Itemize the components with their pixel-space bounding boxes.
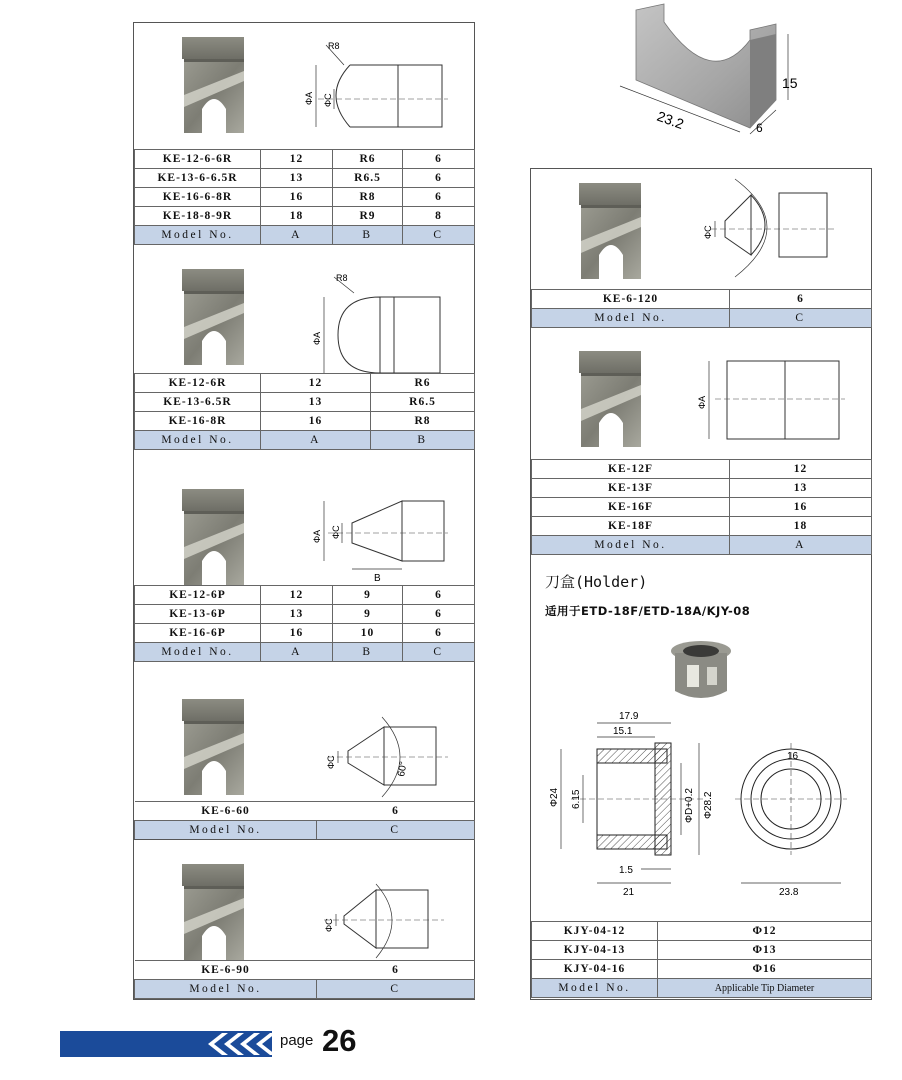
dim-21: 21 bbox=[623, 887, 635, 898]
dim-16: 16 bbox=[787, 751, 799, 762]
table-row bbox=[532, 960, 872, 979]
diameter-c-label: ΦC bbox=[324, 918, 334, 932]
spec-table bbox=[134, 585, 475, 662]
cell: 16 bbox=[261, 624, 333, 643]
cell: 16 bbox=[261, 412, 371, 431]
cell: 8 bbox=[403, 207, 475, 226]
dimension-drawing bbox=[298, 687, 468, 807]
model-cell: KE-12-6R bbox=[135, 374, 261, 393]
blade-photo bbox=[577, 349, 647, 449]
header-cell: A bbox=[261, 643, 333, 662]
angle-label: 60° bbox=[396, 760, 410, 778]
dim-23-8: 23.8 bbox=[779, 887, 799, 898]
dim-phi-d: ΦD+0.2 bbox=[684, 788, 695, 823]
cell: 13 bbox=[261, 169, 333, 188]
table-row bbox=[135, 188, 475, 207]
cell: R8 bbox=[333, 188, 403, 207]
dimension-drawing bbox=[298, 263, 468, 373]
header-cell: A bbox=[730, 536, 872, 555]
holder-photo bbox=[661, 635, 741, 705]
blade-photo bbox=[180, 267, 250, 367]
header-cell: Model No. bbox=[135, 821, 317, 840]
cell: 9 bbox=[333, 586, 403, 605]
table-row bbox=[135, 412, 475, 431]
table-row bbox=[135, 393, 475, 412]
model-cell: KE-13-6.5R bbox=[135, 393, 261, 412]
table-header-row bbox=[135, 643, 475, 662]
model-cell: KE-6-60 bbox=[135, 802, 317, 821]
blade-photo bbox=[180, 697, 250, 797]
cell: 6 bbox=[317, 802, 475, 821]
table-row bbox=[135, 586, 475, 605]
length-b-label: B bbox=[374, 573, 381, 584]
left-catalog-column bbox=[133, 22, 475, 1000]
diameter-a-label: ΦA bbox=[312, 331, 322, 345]
table-row bbox=[532, 460, 872, 479]
block-ke-f bbox=[531, 331, 871, 559]
table-row bbox=[135, 150, 475, 169]
blade-photo bbox=[180, 35, 250, 135]
header-cell: A bbox=[261, 431, 371, 450]
table-row bbox=[135, 605, 475, 624]
header-cell: Model No. bbox=[135, 643, 261, 662]
table-row bbox=[532, 517, 872, 536]
cell: 12 bbox=[730, 460, 872, 479]
model-cell: KJY-04-16 bbox=[532, 960, 658, 979]
cell: 6 bbox=[403, 586, 475, 605]
iso-dim-length: 23.2 bbox=[654, 107, 687, 133]
cell: Φ13 bbox=[658, 941, 872, 960]
page-number: 26 bbox=[322, 1023, 357, 1058]
cell: 18 bbox=[261, 207, 333, 226]
model-cell: KE-12-6-6R bbox=[135, 150, 261, 169]
model-cell: KE-6-120 bbox=[532, 290, 730, 309]
diameter-c-label: ΦC bbox=[703, 225, 713, 239]
cell: 13 bbox=[730, 479, 872, 498]
header-cell: B bbox=[371, 431, 475, 450]
cell: 6 bbox=[403, 188, 475, 207]
chevron-arrows-icon bbox=[204, 1031, 278, 1057]
spec-table bbox=[531, 289, 872, 328]
spec-table bbox=[531, 459, 872, 555]
cell: R9 bbox=[333, 207, 403, 226]
table-row bbox=[135, 961, 475, 980]
cell: R8 bbox=[371, 412, 475, 431]
dimension-drawing bbox=[298, 35, 468, 145]
dimension-drawing bbox=[298, 471, 468, 591]
blade-photo bbox=[180, 487, 250, 587]
cell: R6.5 bbox=[333, 169, 403, 188]
model-cell: KE-18-8-9R bbox=[135, 207, 261, 226]
table-header-row bbox=[135, 431, 475, 450]
cell: R6 bbox=[333, 150, 403, 169]
right-catalog-column bbox=[530, 168, 872, 1000]
header-cell: A bbox=[261, 226, 333, 245]
dimension-drawing bbox=[695, 175, 865, 285]
table-row bbox=[135, 169, 475, 188]
header-cell: Applicable Tip Diameter bbox=[658, 979, 872, 998]
model-cell: KE-16-6P bbox=[135, 624, 261, 643]
iso-dim-width: 6 bbox=[756, 121, 763, 135]
cell: 12 bbox=[261, 374, 371, 393]
model-cell: KE-13F bbox=[532, 479, 730, 498]
diameter-a-label: ΦA bbox=[312, 529, 322, 543]
holder-title: 刀盒(Holder) bbox=[545, 573, 648, 591]
isometric-part-drawing bbox=[600, 0, 810, 140]
spec-table bbox=[134, 960, 475, 999]
cell: 16 bbox=[261, 188, 333, 207]
blade-photo bbox=[577, 181, 647, 281]
cell: R6.5 bbox=[371, 393, 475, 412]
block-ke-6-60 bbox=[134, 667, 474, 841]
header-cell: Model No. bbox=[532, 536, 730, 555]
model-cell: KE-18F bbox=[532, 517, 730, 536]
header-cell: C bbox=[403, 643, 475, 662]
block-ke-r bbox=[134, 253, 474, 453]
cell: 10 bbox=[333, 624, 403, 643]
dim-6-15: 6.15 bbox=[571, 789, 582, 809]
header-cell: Model No. bbox=[135, 980, 317, 999]
block-ke-p bbox=[134, 455, 474, 665]
cell: 6 bbox=[403, 150, 475, 169]
table-row bbox=[532, 290, 872, 309]
block-holder bbox=[531, 559, 871, 1001]
table-row bbox=[532, 498, 872, 517]
model-cell: KJY-04-12 bbox=[532, 922, 658, 941]
model-cell: KE-12F bbox=[532, 460, 730, 479]
header-cell: Model No. bbox=[135, 226, 261, 245]
table-header-row bbox=[135, 980, 475, 999]
cell: Φ16 bbox=[658, 960, 872, 979]
spec-table bbox=[134, 801, 475, 840]
dim-1-5: 1.5 bbox=[619, 865, 633, 876]
model-cell: KE-16F bbox=[532, 498, 730, 517]
diameter-c-label: ΦC bbox=[331, 525, 341, 539]
table-row bbox=[532, 479, 872, 498]
cell: Φ12 bbox=[658, 922, 872, 941]
model-cell: KE-13-6P bbox=[135, 605, 261, 624]
cell: 6 bbox=[403, 624, 475, 643]
diameter-c-label: ΦC bbox=[323, 93, 333, 107]
table-row bbox=[135, 802, 475, 821]
dimension-drawing bbox=[298, 854, 468, 964]
radius-label: R8 bbox=[336, 273, 348, 283]
model-cell: KJY-04-13 bbox=[532, 941, 658, 960]
header-cell: C bbox=[403, 226, 475, 245]
dim-17-9: 17.9 bbox=[619, 711, 639, 722]
block-ke-6-120 bbox=[531, 169, 871, 331]
model-cell: KE-6-90 bbox=[135, 961, 317, 980]
holder-dimension-drawing bbox=[531, 709, 871, 899]
diameter-a-label: ΦA bbox=[697, 395, 707, 409]
iso-dim-height: 15 bbox=[782, 75, 798, 91]
header-cell: Model No. bbox=[532, 979, 658, 998]
dim-15-1: 15.1 bbox=[613, 726, 633, 737]
cell: 16 bbox=[730, 498, 872, 517]
cell: 6 bbox=[317, 961, 475, 980]
table-row bbox=[532, 922, 872, 941]
model-cell: KE-12-6P bbox=[135, 586, 261, 605]
cell: 13 bbox=[261, 393, 371, 412]
table-header-row bbox=[532, 309, 872, 328]
header-cell: Model No. bbox=[135, 431, 261, 450]
dim-phi-28-2: Φ28.2 bbox=[703, 791, 714, 819]
cell: 12 bbox=[261, 586, 333, 605]
dimension-drawing bbox=[695, 341, 865, 451]
header-cell: B bbox=[333, 643, 403, 662]
header-cell: C bbox=[730, 309, 872, 328]
cell: 18 bbox=[730, 517, 872, 536]
header-cell: C bbox=[317, 980, 475, 999]
table-row bbox=[135, 207, 475, 226]
table-header-row bbox=[532, 536, 872, 555]
holder-subtitle: 适用于ETD-18F/ETD-18A/KJY-08 bbox=[545, 604, 751, 618]
spec-table bbox=[134, 373, 475, 450]
model-cell: KE-13-6-6.5R bbox=[135, 169, 261, 188]
dim-phi-24: Φ24 bbox=[549, 787, 560, 807]
spec-table bbox=[531, 921, 872, 998]
cell: 9 bbox=[333, 605, 403, 624]
table-row bbox=[135, 624, 475, 643]
header-cell: Model No. bbox=[532, 309, 730, 328]
model-cell: KE-16-6-8R bbox=[135, 188, 261, 207]
table-row bbox=[135, 374, 475, 393]
table-header-row bbox=[135, 226, 475, 245]
blade-photo bbox=[180, 862, 250, 962]
radius-label: R8 bbox=[328, 41, 340, 51]
cell: 13 bbox=[261, 605, 333, 624]
diameter-a-label: ΦA bbox=[304, 91, 314, 105]
spec-table bbox=[134, 149, 475, 245]
block-ke-r-c bbox=[134, 23, 474, 251]
diameter-c-label: ΦC bbox=[326, 755, 336, 769]
table-header-row bbox=[532, 979, 872, 998]
cell: 12 bbox=[261, 150, 333, 169]
page-label: page bbox=[280, 1032, 314, 1049]
table-header-row bbox=[135, 821, 475, 840]
model-cell: KE-16-8R bbox=[135, 412, 261, 431]
table-row bbox=[532, 941, 872, 960]
header-cell: C bbox=[317, 821, 475, 840]
header-cell: B bbox=[333, 226, 403, 245]
cell: 6 bbox=[730, 290, 872, 309]
block-ke-6-90 bbox=[134, 839, 474, 1002]
cell: R6 bbox=[371, 374, 475, 393]
cell: 6 bbox=[403, 605, 475, 624]
cell: 6 bbox=[403, 169, 475, 188]
